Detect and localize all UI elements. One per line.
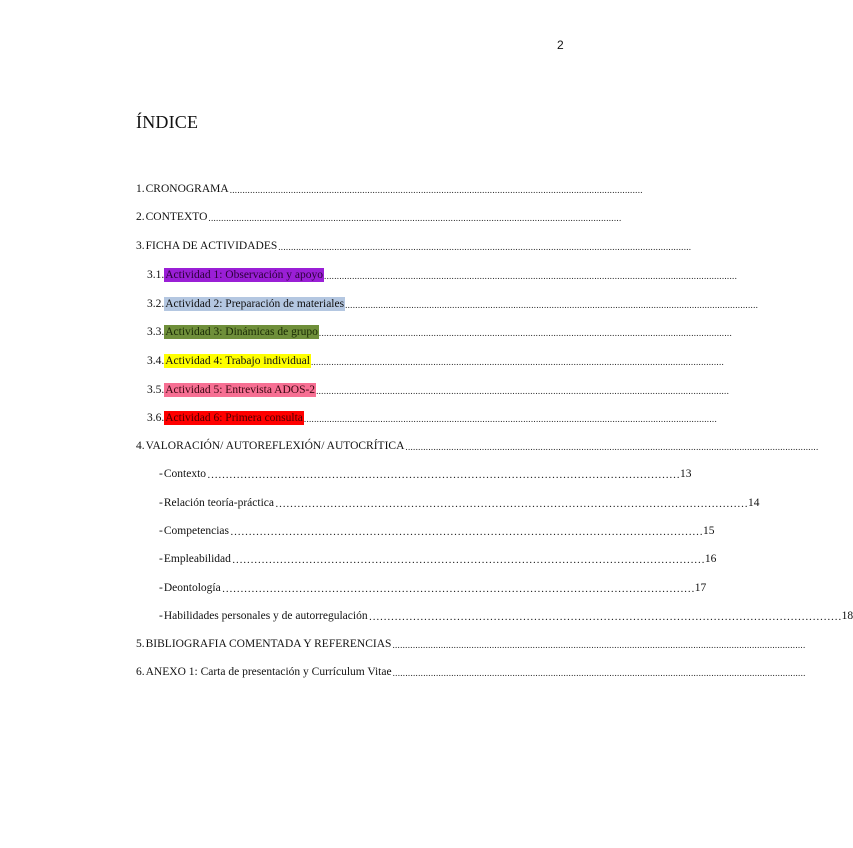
toc-entry-page: 18 (841, 610, 853, 622)
toc-leader: ………………………………………………………………………………………………………………… (231, 554, 705, 566)
toc-leader: .................................................................................................................................................................. (392, 668, 806, 678)
toc-entry-text: FICHA DE ACTIVIDADES (145, 240, 278, 252)
toc-entry-number: 6. (136, 666, 145, 678)
toc-entry-number: 5. (136, 638, 145, 650)
toc-entry[interactable] (147, 266, 738, 282)
toc-entry-text: Actividad 6: Primera consulta (165, 412, 303, 424)
toc-leader: ………………………………………………………………………………………………………………… (207, 469, 681, 481)
toc-leader: ………………………………………………………………………………………………………………… (368, 611, 842, 623)
toc-leader: ………………………………………………………………………………………………………………… (275, 498, 748, 510)
toc-subentry[interactable] (159, 579, 707, 595)
toc-entry-text: Actividad 2: Preparación de materiales (165, 298, 345, 310)
toc-entry[interactable] (136, 437, 819, 453)
toc-subentry-bullet: - (159, 497, 163, 509)
toc-entry-number: 3.2. (147, 298, 165, 310)
toc-entry-number: 3.6. (147, 412, 165, 424)
toc-entry[interactable] (147, 409, 718, 425)
toc-entry[interactable] (147, 381, 730, 397)
toc-entry-text: Relación teoría-práctica (163, 497, 274, 509)
toc-leader: .................................................................................................................................................................. (318, 328, 733, 338)
toc-entry[interactable] (147, 295, 759, 311)
toc-leader: .................................................................................................................................................................. (310, 357, 725, 367)
toc-entry-text: ANEXO 1: Carta de presentación y Currículum Vitae (145, 666, 392, 678)
toc-entry[interactable] (136, 208, 621, 224)
toc-entry-number: 3.3. (147, 326, 165, 338)
toc-entry[interactable] (136, 180, 643, 196)
toc-subentry-bullet: - (159, 468, 163, 480)
toc-entry-number: 2. (136, 211, 145, 223)
toc-entry-text: Competencias (163, 525, 229, 537)
toc-subentry[interactable] (159, 550, 717, 566)
toc-leader: ………………………………………………………………………………………………………………… (221, 583, 695, 595)
toc-entry[interactable] (136, 663, 806, 679)
toc-leader: .................................................................................................................................................................. (229, 185, 643, 195)
toc-entry-number: 3.5. (147, 384, 165, 396)
toc-leader: .................................................................................................................................................................. (392, 640, 806, 650)
toc-entry-text: Empleabilidad (163, 553, 231, 565)
toc-entry-page: 13 (680, 468, 692, 480)
toc-entry-text: Habilidades personales y de autorregulación (163, 610, 368, 622)
toc-entry-text: BIBLIOGRAFIA COMENTADA Y REFERENCIAS (145, 638, 392, 650)
toc-subentry-bullet: - (159, 525, 163, 537)
toc-entry-text: VALORACIÓN/ AUTOREFLEXIÓN/ AUTOCRÍTICA (145, 440, 405, 452)
toc-subentry-bullet: - (159, 610, 163, 622)
toc-leader: ………………………………………………………………………………………………………………… (230, 526, 703, 538)
toc-entry-text: Actividad 5: Entrevista ADOS-2 (165, 384, 316, 396)
toc-entry-page: 15 (703, 525, 715, 537)
page-number: 2 (557, 38, 564, 52)
toc-leader: .................................................................................................................................................................. (208, 213, 622, 223)
toc-entry[interactable] (136, 237, 692, 253)
toc-entry-page: 17 (694, 582, 707, 594)
toc-entry-number: 3.4. (147, 355, 165, 367)
toc-subentry-bullet: - (159, 582, 163, 594)
toc-entry-text: Actividad 3: Dinámicas de grupo (165, 326, 318, 338)
toc-entry-page: 16 (704, 553, 717, 565)
toc-subentry[interactable] (159, 522, 715, 538)
toc-subentry[interactable] (159, 465, 692, 481)
toc-entry[interactable] (147, 323, 733, 339)
toc-leader: .................................................................................................................................................................. (345, 300, 759, 310)
toc-entry-number: 1. (136, 183, 145, 195)
toc-entry-number: 3. (136, 240, 145, 252)
toc-leader: .................................................................................................................................................................. (278, 242, 692, 252)
toc-entry-text: Actividad 4: Trabajo individual (165, 355, 310, 367)
toc-entry-text: CONTEXTO (145, 211, 208, 223)
toc-entry-number: 3.1. (147, 269, 165, 281)
toc-subentry[interactable] (159, 607, 853, 623)
toc-subentry[interactable] (159, 494, 760, 510)
toc-entry-text: Actividad 1: Observación y apoyo (165, 269, 324, 281)
toc-entry-text: Contexto (163, 468, 207, 480)
toc-leader: .................................................................................................................................................................. (316, 386, 730, 396)
toc-leader: .................................................................................................................................................................. (303, 414, 718, 424)
toc-entry-text: CRONOGRAMA (145, 183, 229, 195)
toc-entry[interactable] (147, 352, 725, 368)
toc-entry[interactable] (136, 635, 806, 651)
toc-entry-number: 4. (136, 440, 145, 452)
toc-leader: .................................................................................................................................................................. (324, 271, 738, 281)
toc-entry-text: Deontología (163, 582, 221, 594)
toc-leader: .................................................................................................................................................................. (405, 442, 819, 452)
toc-subentry-bullet: - (159, 553, 163, 565)
toc-entry-page: 14 (748, 497, 760, 509)
toc-title: ÍNDICE (136, 112, 199, 132)
